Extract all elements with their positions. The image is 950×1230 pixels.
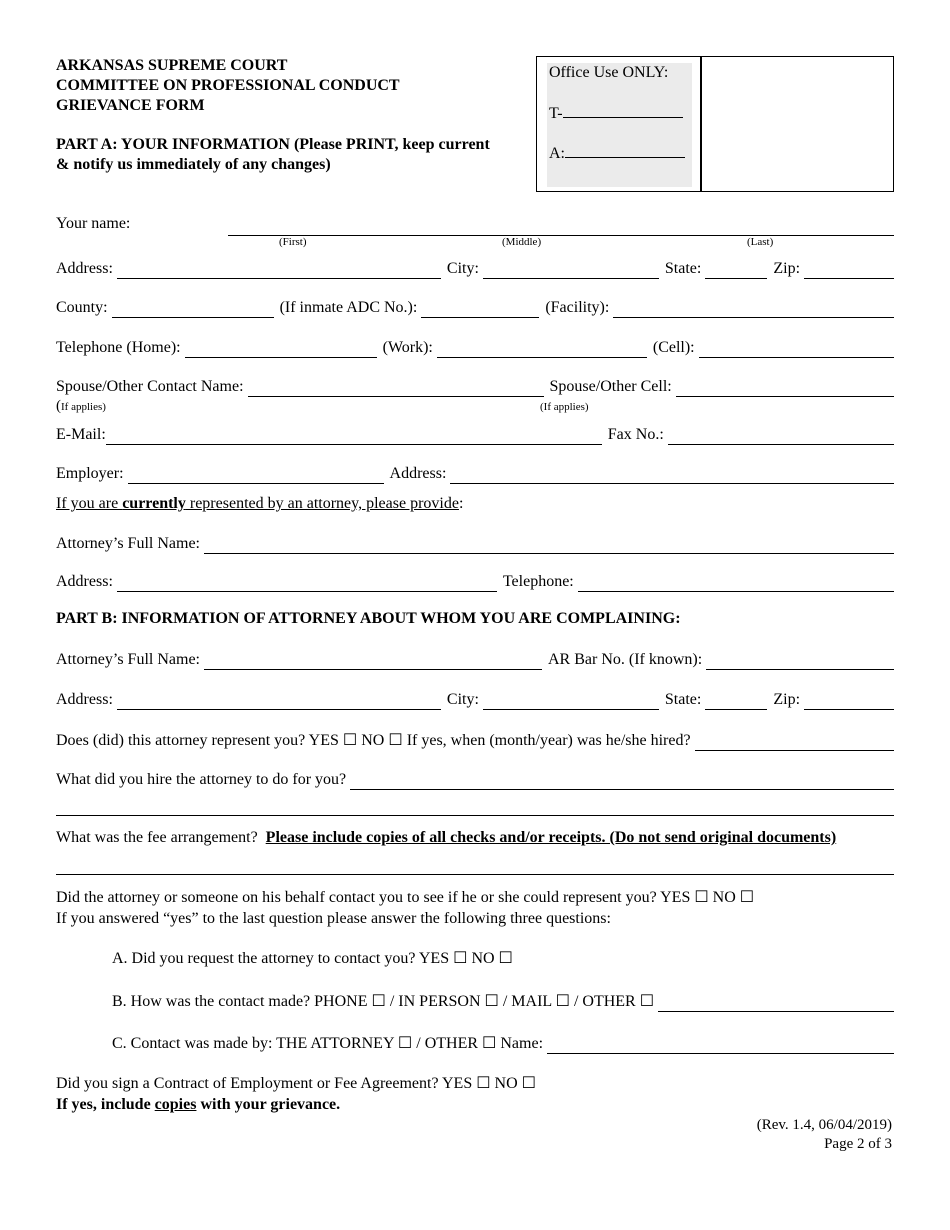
hire-purpose-question: What did you hire the attorney to do for you? [56,771,347,788]
employer-address-field[interactable] [450,466,894,484]
spouse-row [56,375,894,397]
complained-attorney-name-label: Attorney’s Full Name: [56,651,200,668]
complained-address-field[interactable] [117,692,441,710]
spouse-cell-field[interactable] [676,379,894,397]
complained-state-field[interactable] [705,692,767,710]
question-b-row [112,990,894,1012]
hired-date-field[interactable] [695,733,894,751]
hire-purpose-row [56,768,894,790]
current-attorney-telephone-field[interactable] [578,574,894,592]
contract-question: Did you sign a Contract of Employment or Fee Agreement? YES ☐ NO ☐ [56,1075,537,1092]
county-field[interactable] [112,300,274,318]
state-label: State: [664,260,702,277]
email-field[interactable] [106,427,602,445]
office-use-label: Office Use ONLY: [549,64,669,81]
complained-zip-label: Zip: [773,691,801,708]
phone-home-field[interactable] [185,340,377,358]
address-label: Address: [56,260,113,277]
employer-label: Employer: [56,465,124,482]
employer-row [56,462,894,484]
inmate-label: (If inmate ADC No.): [279,299,418,316]
state-field[interactable] [705,261,767,279]
fee-note: Please include copies of all checks and/or receipts. (Do not send original documents) [265,829,837,846]
header-form-title: GRIEVANCE FORM [56,97,205,114]
part-a-title: PART A: YOUR INFORMATION (Please PRINT, keep current & notify us immediately of any changes) [56,136,490,173]
facility-label: (Facility): [545,299,610,316]
hire-purpose-field-line2[interactable] [56,815,894,816]
represent-question: Does (did) this attorney represent you? YES ☐ NO ☐ If yes, when (month/year) was he/she hired? [56,732,691,749]
complained-state-label: State: [664,691,702,708]
include-copies-note: If yes, include copies with your grievance. [56,1096,341,1113]
inmate-field[interactable] [421,300,539,318]
complained-city-label: City: [446,691,479,708]
zip-label: Zip: [773,260,801,277]
office-use-divider [700,57,702,191]
fax-label: Fax No.: [607,426,664,443]
current-attorney-name-row [56,532,894,554]
city-field[interactable] [483,261,659,279]
your-name-row [56,214,894,236]
complained-attorney-name-field[interactable] [204,652,542,670]
spouse-name-label: Spouse/Other Contact Name: [56,378,244,395]
employer-address-label: Address: [389,465,447,482]
question-a: A. Did you request the attorney to contact you? YES ☐ NO ☐ [112,950,513,967]
facility-field[interactable] [613,300,894,318]
telephone-row [56,336,894,358]
header-court: ARKANSAS SUPREME COURT [56,57,288,74]
question-c: C. Contact was made by: THE ATTORNEY ☐ / OTHER ☐ Name: [112,1035,544,1052]
email-row [56,423,894,445]
bar-number-label: AR Bar No. (If known): [547,651,703,668]
footer [757,1116,892,1154]
contact-other-field[interactable] [658,994,894,1012]
county-row [56,296,894,318]
phone-cell-field[interactable] [699,340,894,358]
current-attorney-address-field[interactable] [117,574,497,592]
current-attorney-address-label: Address: [56,573,113,590]
hire-purpose-field[interactable] [350,772,894,790]
question-c-row [112,1032,894,1054]
name-first-caption: (First) [279,236,307,248]
address-row [56,257,894,279]
followup-instruction: If you answered “yes” to the last question please answer the following three questions: [56,910,611,927]
zip-field[interactable] [804,261,894,279]
name-last-caption: (Last) [747,236,774,248]
revision-text: (Rev. 1.4, 06/04/2019) [756,1117,892,1133]
your-name-field[interactable] [228,218,894,236]
employer-field[interactable] [128,466,384,484]
your-name-label: Your name: [56,215,131,232]
form-header [56,56,400,116]
phone-home-label: Telephone (Home): [56,339,181,356]
contact-name-field[interactable] [547,1036,894,1054]
current-attorney-name-label: Attorney’s Full Name: [56,535,200,552]
complained-attorney-name-row [56,648,894,670]
city-label: City: [446,260,479,277]
complained-city-field[interactable] [483,692,659,710]
fee-arrangement-field[interactable] [56,874,894,875]
fax-field[interactable] [668,427,894,445]
current-attorney-name-field[interactable] [204,536,894,554]
current-attorney-telephone-label: Telephone: [502,573,574,590]
spouse-name-field[interactable] [248,379,544,397]
office-use-a: A: [549,145,685,163]
office-use-box [536,56,894,192]
spouse-cell-label: Spouse/Other Cell: [549,378,672,395]
complained-zip-field[interactable] [804,692,894,710]
question-b: B. How was the contact made? PHONE ☐ / IN PERSON ☐ / MAIL ☐ / OTHER ☐ [112,993,655,1010]
name-middle-caption: (Middle) [502,236,542,248]
address-field[interactable] [117,261,441,279]
represented-instruction: If you are currently represented by an attorney, please provide: [56,495,464,512]
spouse-if-applies-caption: (If applies) [56,398,106,414]
fee-question: What was the fee arrangement? Please include copies of all checks and/or receipts. (Do not send original documents) [56,829,837,846]
page-number: Page 2 of 3 [824,1136,892,1152]
bar-number-field[interactable] [706,652,894,670]
complained-attorney-address-row [56,688,894,710]
office-use-t: T- [549,105,683,123]
email-label: E-Mail: [56,426,106,443]
current-attorney-address-row [56,570,894,592]
phone-work-field[interactable] [437,340,647,358]
spouse-cell-if-applies-caption: (If applies) [540,401,589,413]
represent-question-row [56,729,894,751]
header-committee: COMMITTEE ON PROFESSIONAL CONDUCT [56,77,400,94]
county-label: County: [56,299,108,316]
contact-question: Did the attorney or someone on his behalf contact you to see if he or she could represent you? YES ☐ NO ☐ [56,889,755,906]
part-b-title: PART B: INFORMATION OF ATTORNEY ABOUT WHOM YOU ARE COMPLAINING: [56,610,681,627]
phone-cell-label: (Cell): [652,339,695,356]
complained-address-label: Address: [56,691,113,708]
phone-work-label: (Work): [382,339,433,356]
